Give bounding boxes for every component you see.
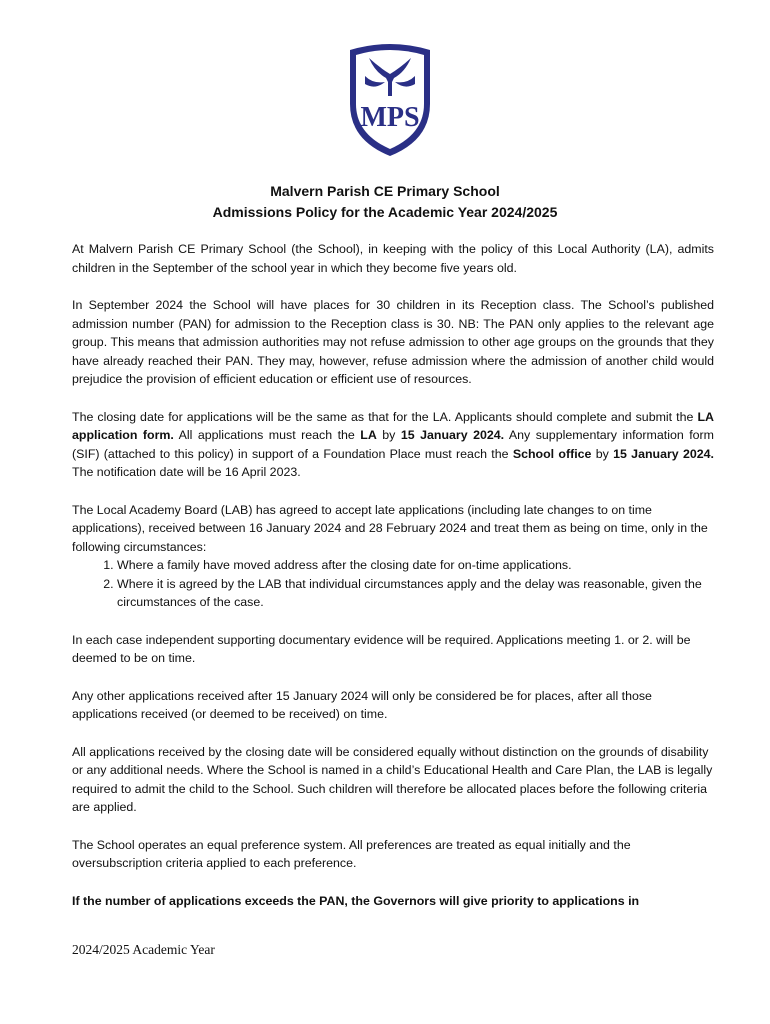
policy-body [72,240,714,910]
list-item: 1. Where a family have moved address after the closing date for on-time applications. [117,556,714,575]
paragraph-equal-preference: The School operates an equal preference system. All preferences are treated as equal initially and the oversubscription criteria applied to each preference. [72,837,631,870]
paragraph-late-applications: The Local Academy Board (LAB) has agreed to accept late applications (including late changes to on time applications), received between 16 January 2024 and 28 February 2024 and treat them as being on time, only in the following circumstances: [72,502,708,554]
paragraph-other-applications: Any other applications received after 15 January 2024 will only be considered be for places, after all those applications received (or deemed to be received) on time. [72,688,652,721]
paragraph-evidence: In each case independent supporting documentary evidence will be required. Applications meeting 1. or 2. will be deemed to be on time. [72,632,691,665]
list-item: 2. Where it is agreed by the LAB that individual circumstances apply and the delay was reasonable, given the circumstances of the case. [117,575,714,612]
document-title [0,181,770,223]
paragraph-pan: In September 2024 the School will have places for 30 children in its Reception class. The School’s published admission number (PAN) for admission to the Reception class is 30. NB: The PAN only applies to the relevant age group. This means that admission authorities may not refuse admission to other age groups on the grounds that they have already reached their PAN. They may, however, refuse admission where the admission of another child would prejudice the provision of efficient education or efficient use of resources. [72,298,714,386]
circumstances-list [72,556,714,612]
paragraph-equal-consideration: All applications received by the closing date will be considered equally without distinction on the grounds of disability or any additional needs. Where the School is named in a child’s Educational Health and Care Plan, the LAB is legally required to admit the child to the School. Such children will therefore be allocated places before the following criteria are applied. [72,744,713,814]
paragraph-oversubscription: If the number of applications exceeds the PAN, the Governors will give priority to applications in [72,893,640,908]
paragraph-intro: At Malvern Parish CE Primary School (the School), in keeping with the policy of this Local Authority (LA), admits children in the September of the school year in which they become five years old. [72,242,714,275]
school-crest-logo [345,42,435,160]
policy-title: Admissions Policy for the Academic Year 2024/2025 [212,204,558,220]
school-name: Malvern Parish CE Primary School [270,183,500,199]
crest-letters: MPS [360,102,420,133]
paragraph-closing-date: The closing date for applications will be the same as that for the LA. Applicants should complete and submit the LA application form. All applications must reach the LA by 15 January 2024. Any supplementary information form (SIF) (attached to this policy) in support of a Foundation Place must reach the School office by 15 January 2024. The notification date will be 16 April 2023. [72,409,715,479]
page-footer: 2024/2025 Academic Year [72,942,215,957]
